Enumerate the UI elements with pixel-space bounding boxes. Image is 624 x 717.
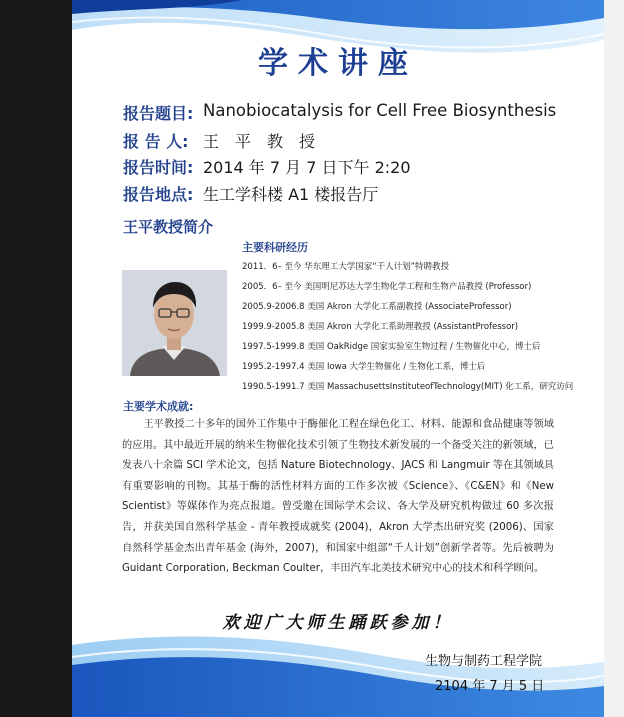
topic-label: 报告题目: bbox=[123, 104, 194, 123]
topic-value: Nanobiocatalysis for Cell Free Biosynthesis bbox=[203, 101, 557, 120]
experience-heading: 主要科研经历 bbox=[242, 241, 308, 254]
professor-photo bbox=[122, 270, 227, 376]
experience-item: 1997.5-1999.8 美国 OakRidge 国家实验室生物过程 / 生物催化中心，博士后 bbox=[242, 342, 541, 352]
speaker-label: 报 告 人: bbox=[123, 132, 189, 151]
speaker-value: 王 平 教 授 bbox=[203, 132, 316, 151]
time-label: 报告时间: bbox=[123, 158, 194, 177]
experience-item: 1995.2-1997.4 美国 Iowa 大学生物催化 / 生物化工系，博士后 bbox=[242, 362, 486, 372]
achievements-text: 王平教授二十多年的国外工作集中于酶催化工程在绿色化工、材料、能源和食品健康等领域的应用。其中最近开展的纳米生物催化技术引领了生物技术新发展的一个备受关注的新领域，已发表八十余篇 SCI 学术论文，包括 Nature Biotechnology、JACS 和 Langmuir 等在其领域具有重要影响的刊物。其基于酶的活性材料方面的工作多次被《Science》、《C&EN》和《New Scientist》等媒体作为亮点报道。曾受邀在国际学术会议、各大学及研究机构做过 60 多次报告，并获美国自然科学基金 - 青年教授成就奖 (2004)，Akron 大学杰出研究奖 (2006)、国家自然科学基金杰出青年基金 (海外，2007)，和国家中组部“千人计划”创新学者等。先后被聘为 Guidant Corporation, Beckman Coulter，丰田汽车北美技术研究中心的技术和科学顾问。 bbox=[122, 419, 554, 575]
welcome-slogan: 欢迎广大师生踊跃参加！ bbox=[222, 613, 454, 633]
experience-item: 2011．6– 至今 华东理工大学国家“千人计划”特聘教授 bbox=[242, 262, 450, 272]
lecture-poster bbox=[72, 0, 604, 717]
location-label: 报告地点: bbox=[123, 185, 194, 204]
bio-heading: 王平教授简介 bbox=[123, 218, 214, 236]
time-value: 2014 年 7 月 7 日下午 2:20 bbox=[203, 158, 411, 177]
experience-item: 2005.9-2006.8 美国 Akron 大学化工系副教授 (AssociateProfessor) bbox=[242, 302, 512, 312]
location-value: 生工学科楼 A1 楼报告厅 bbox=[203, 185, 379, 204]
experience-item: 2005．6– 至今 美国明尼苏达大学生物化学工程和生物产品教授 (Professor) bbox=[242, 282, 532, 292]
experience-item: 1999.9-2005.8 美国 Akron 大学化工系助理教授 (AssistantProfessor) bbox=[242, 322, 519, 332]
issue-date: 2104 年 7 月 5 日 bbox=[435, 679, 545, 694]
poster-title: 学术讲座 bbox=[258, 46, 418, 81]
experience-item: 1990.5-1991.7 美国 MassachusettsInstituteofTechnology(MIT) 化工系，研究访问 bbox=[242, 382, 574, 392]
viewer-background-edge bbox=[604, 0, 624, 717]
achievements-heading: 主要学术成就: bbox=[123, 400, 194, 413]
organizer-name: 生物与制药工程学院 bbox=[425, 654, 543, 669]
